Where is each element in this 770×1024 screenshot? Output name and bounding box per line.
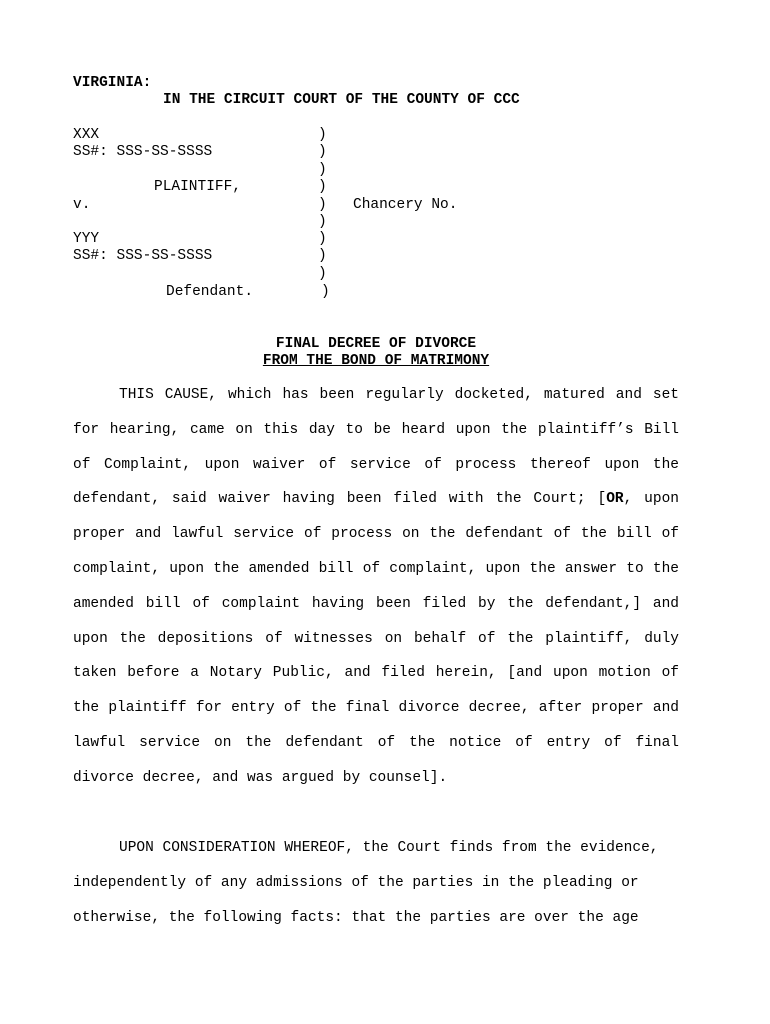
caption-paren: ) bbox=[318, 266, 327, 282]
caption-paren: ) bbox=[318, 162, 327, 178]
caption-paren: ) bbox=[318, 248, 327, 264]
plaintiff-ssn: SS#: SSS-SS-SSSS bbox=[73, 144, 213, 160]
caption-paren: ) bbox=[318, 127, 327, 143]
body-paragraph-1 bbox=[73, 378, 679, 796]
defendant-ssn: SS#: SSS-SS-SSSS bbox=[73, 248, 213, 264]
or-emphasis: OR bbox=[606, 491, 624, 508]
court-heading: IN THE CIRCUIT COURT OF THE COUNTY OF CCC bbox=[163, 92, 520, 108]
plaintiff-role: PLAINTIFF, bbox=[154, 179, 242, 195]
caption-paren: ) bbox=[318, 144, 327, 160]
caption-paren: ) bbox=[318, 231, 327, 247]
caption-paren: ) bbox=[318, 197, 327, 213]
defendant-name: YYY bbox=[73, 231, 100, 247]
versus-label: v. bbox=[73, 197, 91, 213]
state-heading: VIRGINIA: bbox=[73, 75, 152, 91]
plaintiff-name: XXX bbox=[73, 127, 100, 143]
paragraph-text: , upon proper and lawful service of process on the defendant of the bill of complaint, upon the amended bill of complaint, upon the answer to the amended bill of complaint having been filed by the defendant,] and upon the depositions of witnesses on behalf of the plaintiff, duly taken before a Notary Public, and filed herein, [and upon motion of the plaintiff for entry of the final divorce decree, after proper and lawful service on the defendant of the notice of entry of final divorce decree, and was argued by counsel]. bbox=[73, 491, 679, 786]
caption-paren: ) bbox=[318, 179, 327, 195]
chancery-number-label: Chancery No. bbox=[353, 197, 458, 213]
defendant-role: Defendant. bbox=[166, 284, 254, 300]
caption-paren: ) bbox=[321, 284, 330, 300]
paragraph-line: otherwise, the following facts: that the parties are over the age bbox=[73, 910, 639, 926]
paragraph-line: UPON CONSIDERATION WHEREOF, the Court finds from the evidence, bbox=[119, 840, 659, 856]
decree-subtitle: FROM THE BOND OF MATRIMONY bbox=[262, 353, 490, 369]
paragraph-line: independently of any admissions of the parties in the pleading or bbox=[73, 875, 639, 891]
paragraph-text: THIS CAUSE, which has been regularly docketed, matured and set for hearing, came on this day to be heard upon the plaintiff’s Bill of Complaint, upon waiver of service of process thereof upon the defendant, said waiver having been filed with the Court; [ bbox=[73, 387, 679, 508]
decree-subtitle-wrap bbox=[73, 352, 679, 370]
decree-title: FINAL DECREE OF DIVORCE bbox=[275, 336, 477, 352]
caption-paren: ) bbox=[318, 214, 327, 230]
